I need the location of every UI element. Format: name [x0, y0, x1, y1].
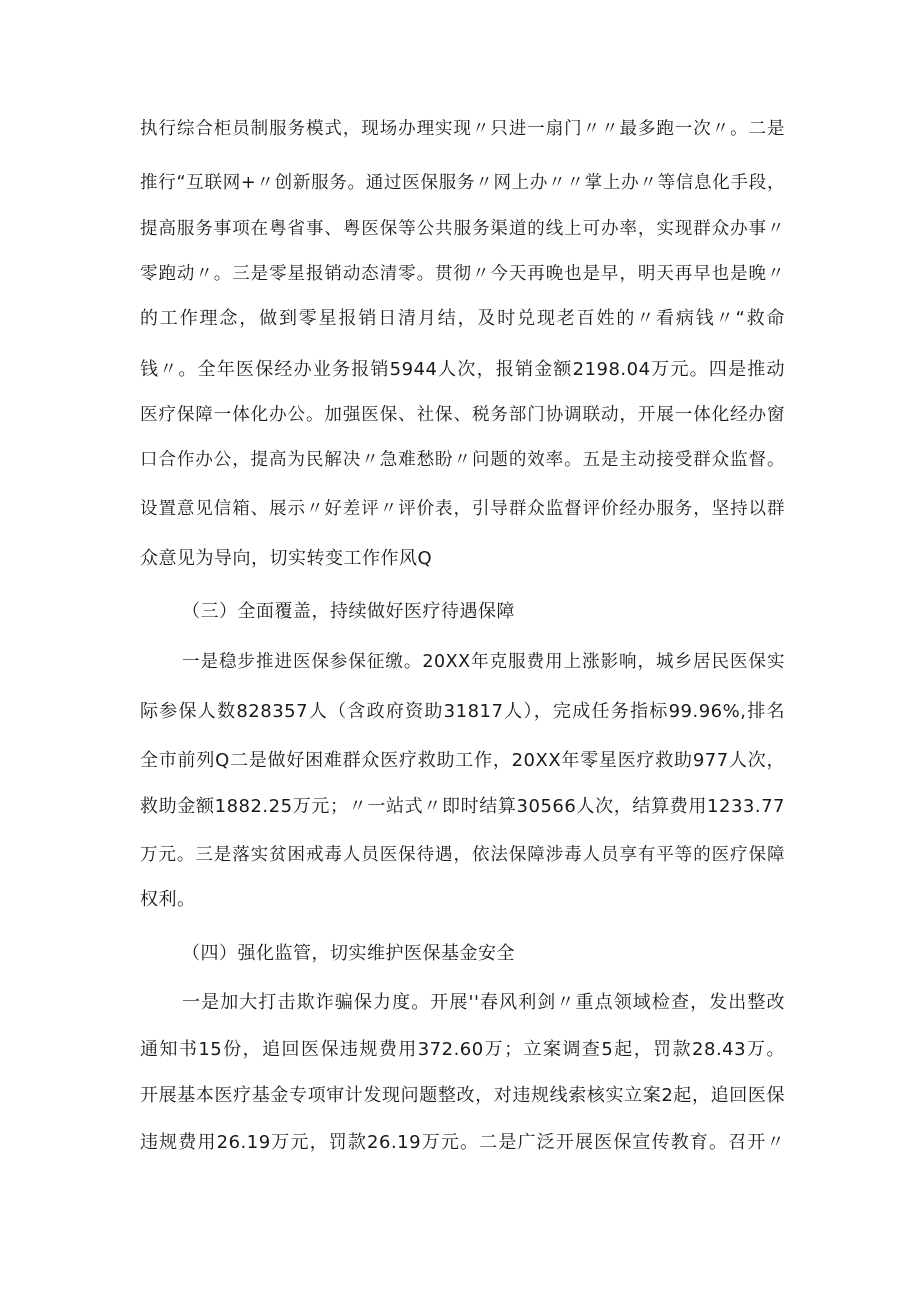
paragraph-line: 钱〃。全年医保经办业务报销5944人次，报销金额2198.04万元。四是推动: [140, 359, 785, 380]
paragraph-line: 际参保人数828357人（含政府资助31817人），完成任务指标99.96%,排名: [140, 701, 785, 722]
section-heading: （三）全面覆盖，持续做好医疗待遇保障: [182, 601, 515, 622]
paragraph-line: 开展基本医疗基金专项审计发现问题整改，对违规线索核实立案2起，追回医保: [140, 1085, 785, 1106]
paragraph-line: 零跑动〃。三是零星报销动态清零。贯彻〃今天再晚也是早，明天再早也是晚〃: [140, 264, 785, 284]
paragraph-line: 违规费用26.19万元，罚款26.19万元。二是广泛开展医保宣传教育。召开〃: [140, 1132, 785, 1153]
paragraph-line: 一是加大打击欺诈骗保力度。开展''春风利剑〃重点领域检查，发出整改: [182, 992, 785, 1013]
paragraph-line: 推行“互联网+〃创新服务。通过医保服务〃网上办〃〃掌上办〃等信息化手段，: [140, 173, 785, 193]
paragraph-line: 执行综合柜员制服务模式，现场办理实现〃只进一扇门〃〃最多跑一次〃。二是: [140, 119, 785, 139]
paragraph-line: 设置意见信箱、展示〃好差评〃评价表，引导群众监督评价经办服务，坚持以群: [140, 499, 785, 519]
paragraph-line: 提高服务事项在粤省事、粤医保等公共服务渠道的线上可办率，实现群众办事〃: [140, 219, 785, 239]
paragraph-line: 一是稳步推进医保参保征缴。20XX年克服费用上涨影响，城乡居民医保实: [182, 652, 785, 672]
paragraph-line: 通知书15份，追回医保违规费用372.60万；立案调查5起，罚款28.43万。: [140, 1039, 785, 1060]
paragraph-line: 的工作理念，做到零星报销日清月结，及时兑现老百姓的〃看病钱〃“救命: [140, 308, 785, 329]
section-heading: （四）强化监管，切实维护医保基金安全: [182, 943, 515, 964]
paragraph-line: 全市前列Q二是做好困难群众医疗救助工作，20XX年零星医疗救助977人次，: [140, 750, 785, 771]
paragraph-line: 众意见为导向，切实转变工作作风Q: [140, 548, 433, 569]
paragraph-line: 口合作办公，提高为民解决〃急难愁盼〃问题的效率。五是主动接受群众监督。: [140, 450, 785, 470]
paragraph-line: 救助金额1882.25万元；〃一站式〃即时结算30566人次，结算费用1233.77: [140, 796, 785, 817]
paragraph-line: 医疗保障一体化办公。加强医保、社保、税务部门协调联动，开展一体化经办窗: [140, 405, 785, 425]
paragraph-line: 权利。: [140, 889, 196, 910]
paragraph-line: 万元。三是落实贫困戒毒人员医保待遇，依法保障涉毒人员享有平等的医疗保障: [140, 845, 785, 865]
